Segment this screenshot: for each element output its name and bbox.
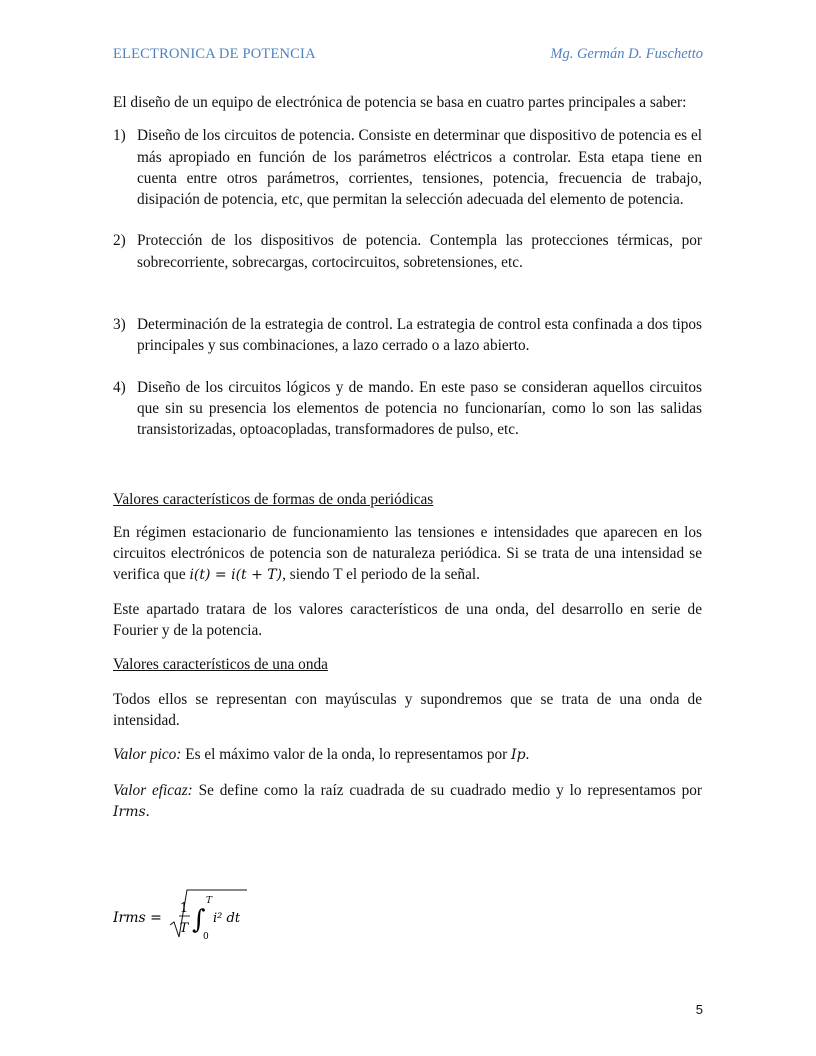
paragraph-peak-value: Valor pico: Es el máximo valor de la onda, lo representamos por Ip. <box>113 746 530 764</box>
symbol-ip: Ip <box>511 747 526 764</box>
integral-lower-limit: 0 <box>203 932 209 942</box>
list-item-3 <box>113 314 702 357</box>
section-heading-wave-values: Valores característicos de una onda <box>113 656 328 674</box>
list-text: Diseño de los circuitos de potencia. Consiste en determinar que dispositivo de potencia es el más apropiado en función de los parámetros eléctricos a controlar. Esta etapa tiene en cuenta entre otros parámetros, corrientes, tensiones, potencia, frecuencia de trabajo, disipación de potencia, etc, que permitan la selección adecuada del elemento de potencia. <box>137 127 702 209</box>
list-number: 3) <box>113 316 126 334</box>
fraction-denominator: T <box>179 921 189 936</box>
rms-formula <box>113 882 273 942</box>
list-text: Determinación de la estrategia de control. La estrategia de control esta confinada a dos tipos principales y sus combinaciones, a lazo cerrado o a lazo abierto. <box>137 316 702 355</box>
term-peak: Valor pico: <box>113 746 182 764</box>
list-number: 1) <box>113 127 126 145</box>
document-body <box>113 92 702 823</box>
paragraph-rms-value: Valor eficaz: Se define como la raíz cuadrada de su cuadrado medio y lo representamos por Irms. <box>113 781 702 820</box>
list-number: 2) <box>113 232 126 250</box>
list-item-1 <box>113 125 702 210</box>
term-rms: Valor eficaz: <box>113 781 193 799</box>
integrand: i² dt <box>213 911 241 926</box>
list-text: Protección de los dispositivos de potencia. Contempla las protecciones térmicas, por sobrecorriente, sobrecargas, cortocircuitos, sobretensiones, etc. <box>137 232 702 271</box>
math-periodicity: i(t) = i(t + T) <box>189 567 283 584</box>
list-item-4 <box>113 377 702 441</box>
paragraph-scope: Este apartado tratara de los valores característicos de una onda, del desarrollo en serie de Fourier y de la potencia. <box>113 600 702 640</box>
formula-lhs: Irms = <box>113 910 162 926</box>
fraction-numerator: 1 <box>179 901 189 916</box>
paragraph-steady-state: En régimen estacionario de funcionamiento las tensiones e intensidades que aparecen en los circuitos electrónicos de potencia son de naturaleza periódica. Si se trata de una intensidad se verifica que i(t) = i(t + T), siendo T el periodo de la señal. <box>113 523 702 584</box>
list-number: 4) <box>113 378 126 396</box>
symbol-irms: Irms <box>113 803 146 820</box>
header-title: ELECTRONICA DE POTENCIA <box>113 46 316 62</box>
list-item-2 <box>113 230 702 273</box>
intro-paragraph: El diseño de un equipo de electrónica de potencia se basa en cuatro partes principales a saber: <box>113 94 687 111</box>
list-text: Diseño de los circuitos lógicos y de mando. En este paso se consideran aquellos circuitos que sin su presencia los elementos de potencia no funcionarían, como lo son las salidas transistorizadas, optoacopladas, transformadores de pulso, etc. <box>137 378 702 439</box>
integral-upper-limit: T <box>206 896 213 906</box>
section-heading-periodic: Valores característicos de formas de onda periódicas <box>113 490 434 508</box>
integral-sign: ∫ <box>192 905 206 935</box>
paragraph-uppercase: Todos ellos se representan con mayúsculas y supondremos que se trata de una onda de intensidad. <box>113 690 702 729</box>
header-author: Mg. Germán D. Fuschetto <box>550 46 703 62</box>
page-number: 5 <box>695 1002 703 1017</box>
